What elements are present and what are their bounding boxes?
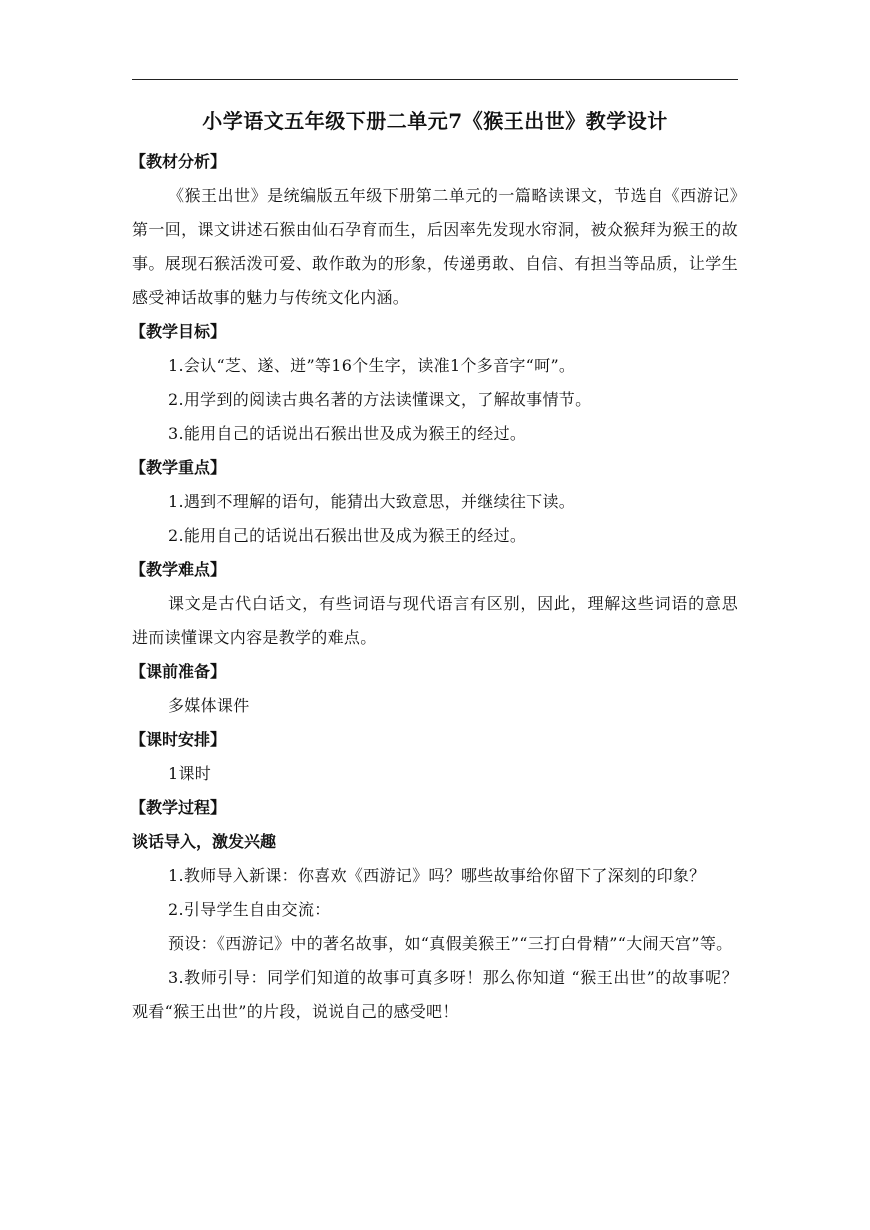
header-rule	[132, 79, 738, 80]
list-item: 2.引导学生自由交流：	[168, 900, 331, 919]
list-item: 1.会认“芝、遂、迸”等16个生字，读准1个多音字“呵”。	[168, 356, 576, 375]
document-title: 小学语文五年级下册二单元7《猴王出世》教学设计	[202, 109, 668, 133]
section-heading-teaching-process: 【教学过程】	[130, 798, 227, 817]
list-item: 3.教师引导：同学们知道的故事可真多呀！那么你知道 “猴王出世”的故事呢？观看“猴王出世”的片段，说说自己的感受吧！	[132, 968, 738, 1021]
section-heading-schedule: 【课时安排】	[130, 730, 227, 749]
paragraph: 《猴王出世》是统编版五年级下册第二单元的一篇略读课文，节选自《西游记》第一回，课文讲述石猴由仙石孕育而生，后因率先发现水帘洞，被众猴拜为猴王的故事。展现石猴活泼可爱、敢作敢为的形象，传递勇敢、自信、有担当等品质，让学生感受神话故事的魅力与传统文化内涵。	[132, 186, 738, 307]
paragraph: 1课时	[168, 764, 212, 783]
list-item: 2.能用自己的话说出石猴出世及成为猴王的经过。	[168, 526, 527, 545]
section-heading-material-analysis: 【教材分析】	[130, 152, 227, 171]
list-item: 2.用学到的阅读古典名著的方法读懂课文，了解故事情节。	[168, 390, 592, 409]
list-item: 3.能用自己的话说出石猴出世及成为猴王的经过。	[168, 424, 527, 443]
section-heading-key-points: 【教学重点】	[130, 458, 227, 477]
section-heading-difficulties: 【教学难点】	[130, 560, 227, 579]
paragraph: 预设：《西游记》中的著名故事，如“真假美猴王”“三打白骨精”“大闹天宫”等。	[168, 934, 733, 953]
document-page	[132, 0, 738, 1230]
paragraph: 课文是古代白话文，有些词语与现代语言有区别，因此，理解这些词语的意思进而读懂课文内容是教学的难点。	[132, 594, 738, 647]
section-heading-teaching-goals: 【教学目标】	[130, 322, 227, 341]
document-body	[132, 145, 738, 1029]
list-item: 1.遇到不理解的语句，能猜出大致意思，并继续往下读。	[168, 492, 576, 511]
paragraph: 多媒体课件	[168, 696, 250, 715]
section-heading-preparation: 【课前准备】	[130, 662, 227, 681]
list-item: 1.教师导入新课：你喜欢《西游记》吗？哪些故事给你留下了深刻的印象？	[168, 866, 706, 885]
subsection-heading: 谈话导入，激发兴趣	[132, 832, 277, 851]
